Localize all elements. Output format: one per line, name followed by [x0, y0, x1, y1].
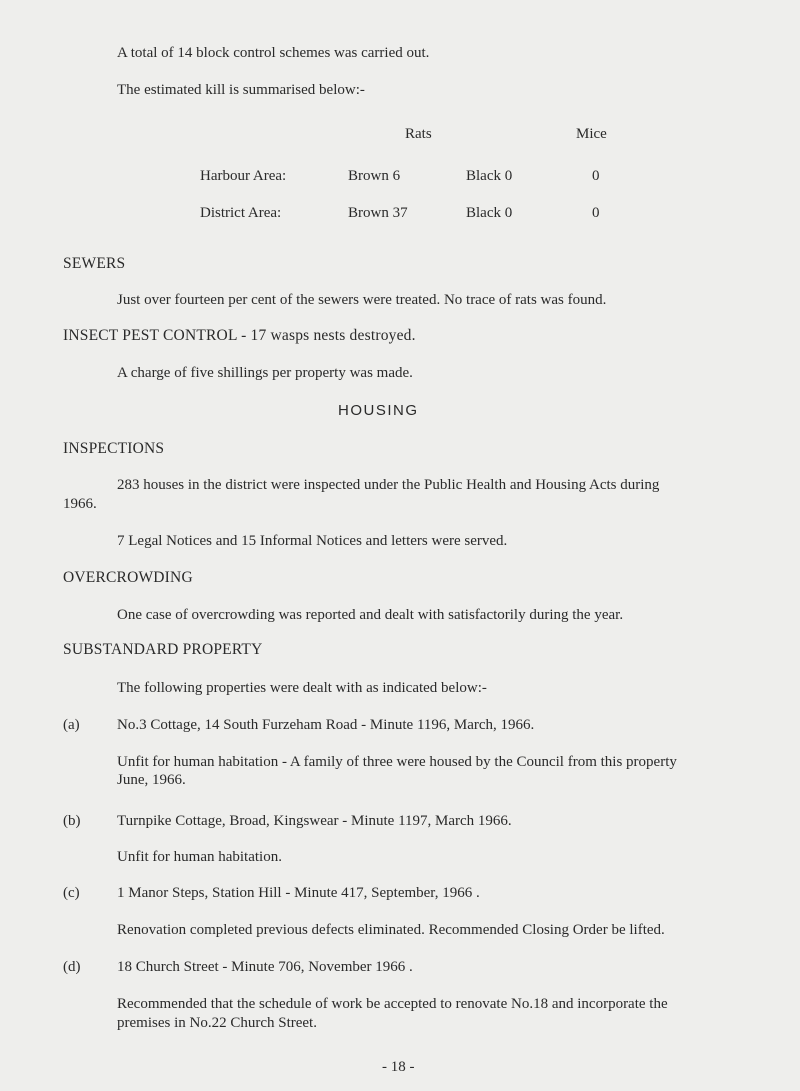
- item-b-note-line-1: Unfit for human habitation.: [117, 849, 282, 865]
- harbour-area-label: Harbour Area:: [200, 168, 287, 184]
- mice-column-header: Mice: [576, 126, 607, 142]
- district-brown-count: Brown 37: [348, 205, 408, 221]
- item-a-note-line-1: Unfit for human habitation - A family of three were housed by the Council from this property: [117, 754, 677, 770]
- item-c-title: 1 Manor Steps, Station Hill - Minute 417, September, 1966 .: [117, 885, 480, 901]
- harbour-black-count: Black 0: [466, 168, 513, 184]
- district-mice-count: 0: [592, 205, 600, 221]
- sewers-heading: SEWERS: [63, 255, 126, 272]
- district-area-label: District Area:: [200, 205, 282, 221]
- rats-column-header: Rats: [405, 126, 432, 142]
- item-d-note-line-2: premises in No.22 Church Street.: [117, 1015, 317, 1031]
- page-number: - 18 -: [382, 1059, 415, 1075]
- item-d-note-line-1: Recommended that the schedule of work be accepted to renovate No.18 and incorporate the: [117, 996, 668, 1012]
- inspections-para-line-2: 1966.: [63, 496, 97, 512]
- item-d-title: 18 Church Street - Minute 706, November 1966 .: [117, 959, 413, 975]
- overcrowding-text: One case of overcrowding was reported and dealt with satisfactorily during the year.: [117, 607, 624, 623]
- district-black-count: Black 0: [466, 205, 513, 221]
- housing-title: HOUSING: [338, 402, 419, 419]
- item-c-note-line-1: Renovation completed previous defects eliminated. Recommended Closing Order be lifted.: [117, 922, 665, 938]
- intro-line-2: The estimated kill is summarised below:-: [117, 82, 365, 98]
- insect-pest-heading: INSECT PEST CONTROL - 17 wasps nests destroyed.: [63, 327, 416, 344]
- item-c-label: (c): [63, 885, 80, 901]
- item-b-label: (b): [63, 813, 81, 829]
- item-a-note-line-2: June, 1966.: [117, 772, 186, 788]
- substandard-heading: SUBSTANDARD PROPERTY: [63, 641, 263, 658]
- substandard-intro: The following properties were dealt with as indicated below:-: [117, 680, 487, 696]
- item-d-label: (d): [63, 959, 81, 975]
- intro-line-1: A total of 14 block control schemes was carried out.: [117, 45, 430, 61]
- overcrowding-heading: OVERCROWDING: [63, 569, 193, 586]
- inspections-para-line-1: 283 houses in the district were inspected under the Public Health and Housing Acts during: [117, 477, 660, 493]
- insect-charge-text: A charge of five shillings per property was made.: [117, 365, 413, 381]
- harbour-mice-count: 0: [592, 168, 600, 184]
- item-b-title: Turnpike Cottage, Broad, Kingswear - Minute 1197, March 1966.: [117, 813, 512, 829]
- harbour-brown-count: Brown 6: [348, 168, 401, 184]
- notices-text: 7 Legal Notices and 15 Informal Notices and letters were served.: [117, 533, 508, 549]
- sewers-text: Just over fourteen per cent of the sewers were treated. No trace of rats was found.: [117, 292, 607, 308]
- item-a-label: (a): [63, 717, 80, 733]
- item-a-title: No.3 Cottage, 14 South Furzeham Road - Minute 1196, March, 1966.: [117, 717, 535, 733]
- inspections-heading: INSPECTIONS: [63, 440, 165, 457]
